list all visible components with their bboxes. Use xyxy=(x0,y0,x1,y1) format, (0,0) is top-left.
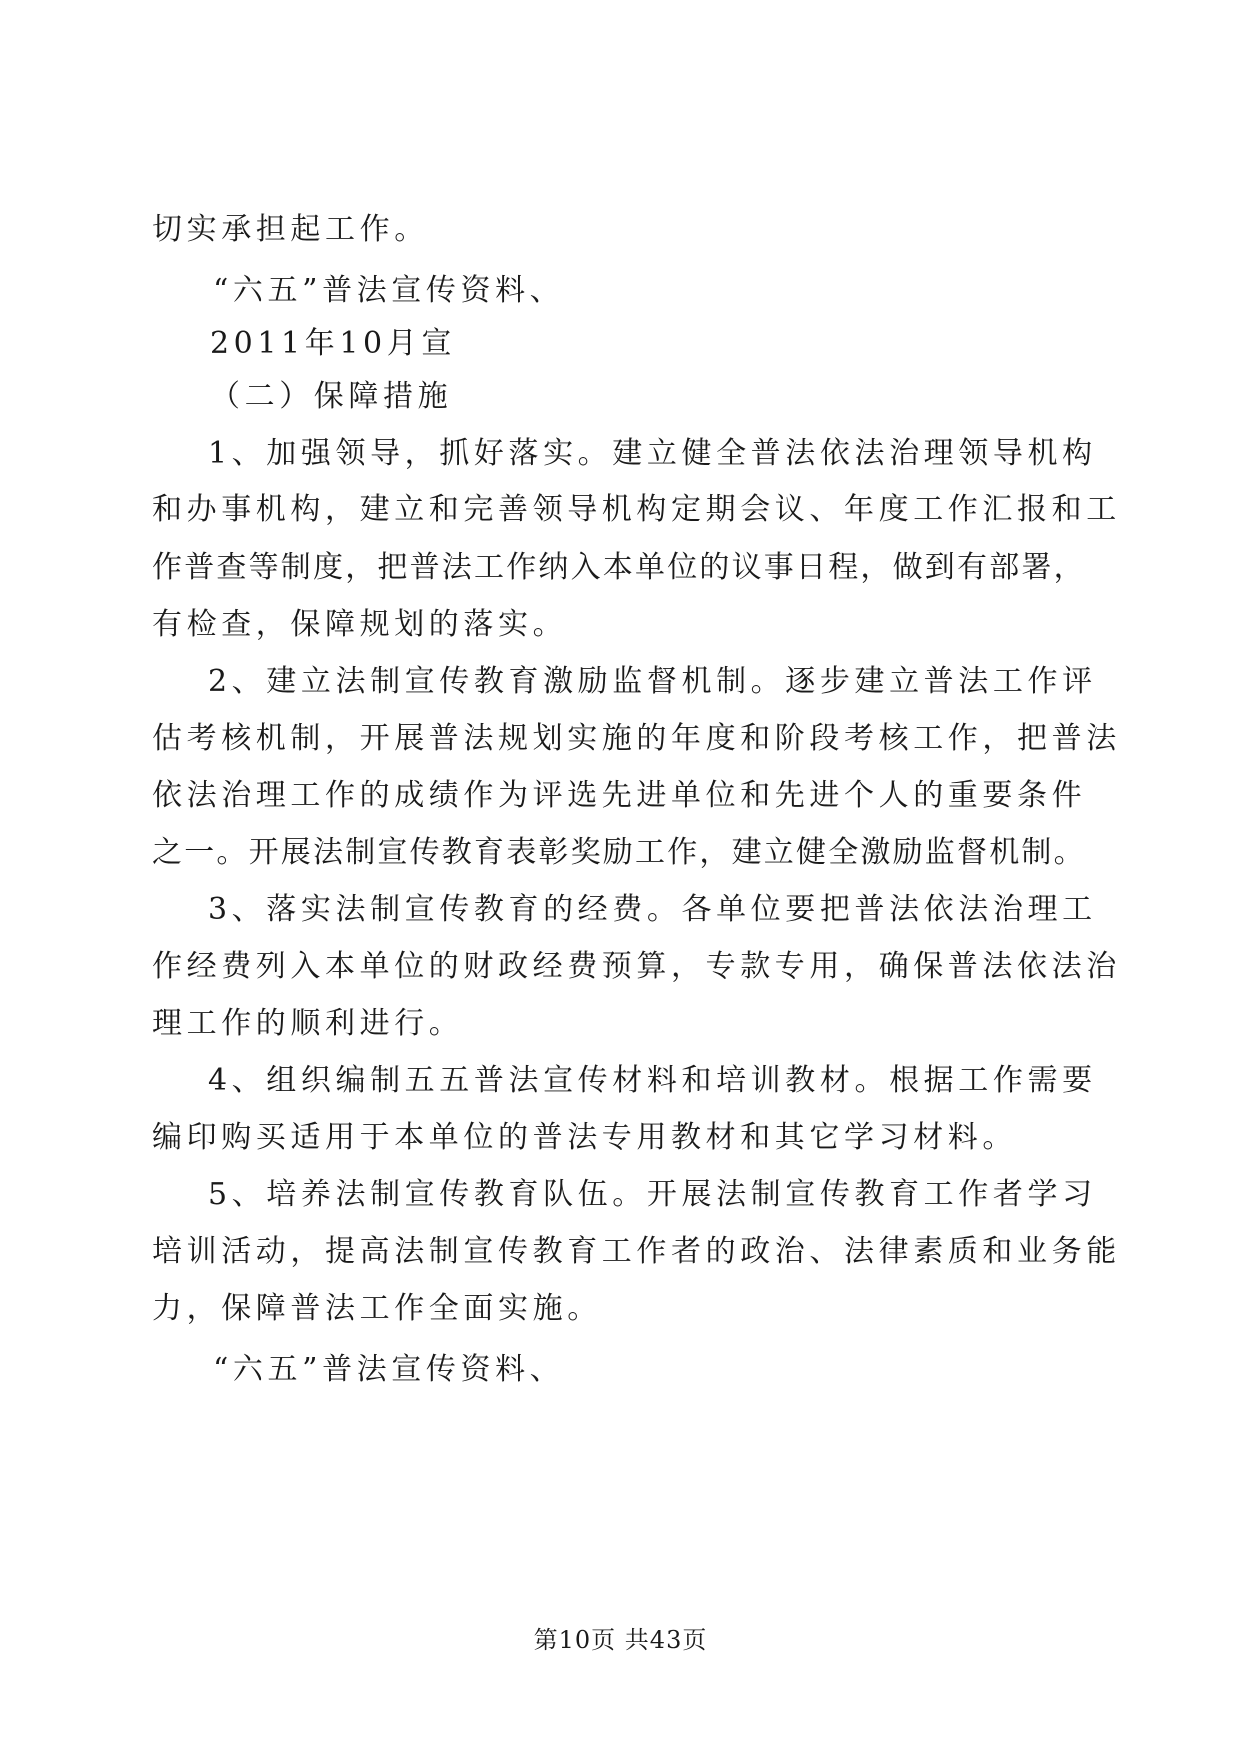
page-footer: 第10页 共43页 xyxy=(533,1626,708,1654)
text-line-20: 力，保障普法工作全面实施。 xyxy=(152,1291,602,1326)
text-line-21: “六五”普法宣传资料、 xyxy=(213,1352,565,1387)
text-line-14: 作经费列入本单位的财政经费预算，专款专用，确保普法依法治 xyxy=(152,949,1121,984)
text-line-16: 4、组织编制五五普法宣传材料和培训教材。根据工作需要 xyxy=(208,1063,1097,1098)
text-line-19: 培训活动，提高法制宣传教育工作者的政治、法律素质和业务能 xyxy=(152,1234,1121,1269)
text-line-8: 有检查，保障规划的落实。 xyxy=(152,607,568,642)
text-line-6: 和办事机构，建立和完善领导机构定期会议、年度工作汇报和工 xyxy=(152,492,1121,527)
text-line-3: 2011年10月宣 xyxy=(210,326,456,361)
text-line-13: 3、落实法制宣传教育的经费。各单位要把普法依法治理工 xyxy=(208,892,1097,927)
text-line-15: 理工作的顺利进行。 xyxy=(152,1006,464,1041)
section-heading: （二）保障措施 xyxy=(210,379,453,414)
text-line-10: 估考核机制，开展普法规划实施的年度和阶段考核工作，把普法 xyxy=(152,721,1121,756)
text-line-18: 5、培养法制宣传教育队伍。开展法制宣传教育工作者学习 xyxy=(208,1177,1097,1212)
text-line-17: 编印购买适用于本单位的普法专用教材和其它学习材料。 xyxy=(152,1120,1017,1155)
text-line-12: 之一。开展法制宣传教育表彰奖励工作，建立健全激励监督机制。 xyxy=(152,835,1086,870)
text-line-9: 2、建立法制宣传教育激励监督机制。逐步建立普法工作评 xyxy=(208,664,1097,699)
text-line-1: 切实承担起工作。 xyxy=(152,212,429,247)
text-line-7: 作普查等制度，把普法工作纳入本单位的议事日程，做到有部署， xyxy=(152,550,1086,585)
text-line-11: 依法治理工作的成绩作为评选先进单位和先进个人的重要条件 xyxy=(152,778,1087,813)
text-line-2: “六五”普法宣传资料、 xyxy=(213,273,565,308)
text-line-5: 1、加强领导，抓好落实。建立健全普法依法治理领导机构 xyxy=(208,436,1097,471)
